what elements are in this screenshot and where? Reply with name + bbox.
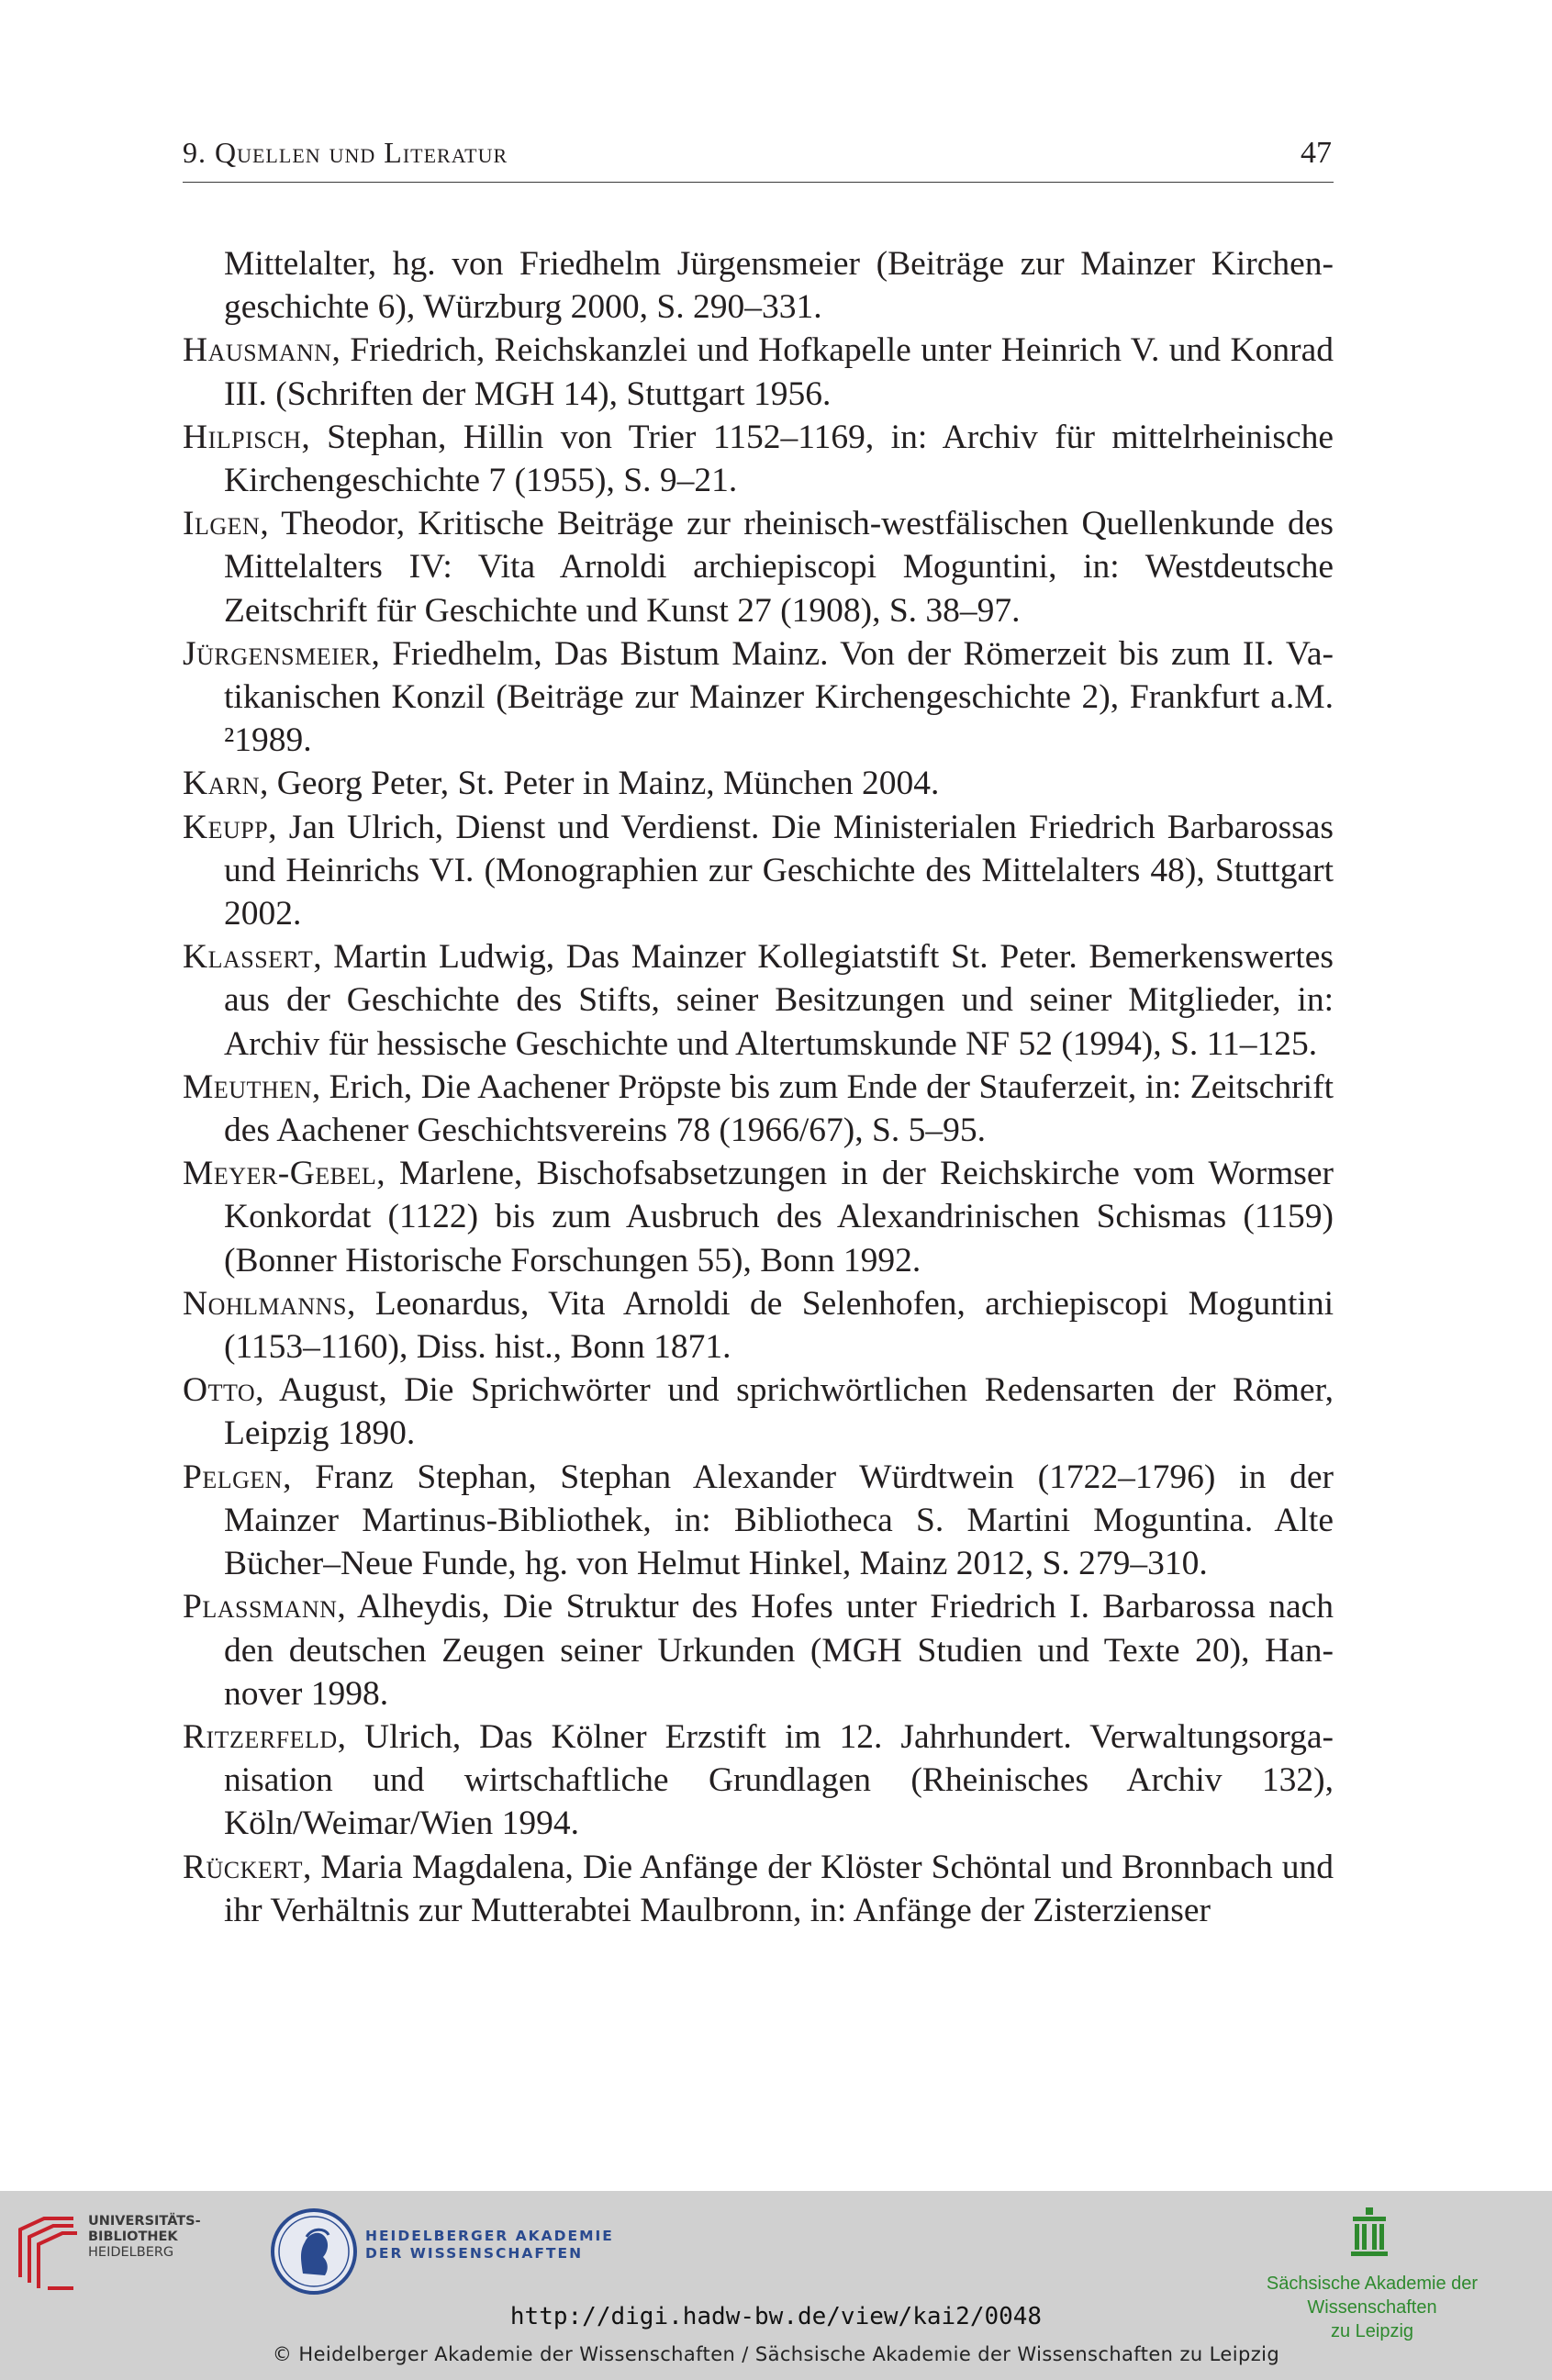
entry-author: Keupp <box>183 808 269 846</box>
permalink-url[interactable]: http://digi.hadw-bw.de/view/kai2/0048 <box>509 2303 1043 2330</box>
bibliography-entry: Hilpisch, Stephan, Hillin von Trier 1152–1169, in: Archiv für mittelrheinische Kirchengeschichte 7 (1955), S. 9–21. <box>183 418 1334 500</box>
bibliography-entry: Nohlmanns, Leonardus, Vita Arnoldi de Selenhofen, archiepiscopi Moguntini (1153–1160), Diss. hist., Bonn 1871. <box>183 1284 1334 1367</box>
page-number: 47 <box>1301 136 1332 170</box>
entry-author: Nohlmanns <box>183 1284 347 1323</box>
university-library-name: UNIVERSITÄTS- BIBLIOTHEK HEIDELBERG <box>88 2214 201 2260</box>
bibliography-list <box>183 242 1334 1932</box>
heidelberg-academy-logo-icon[interactable] <box>268 2206 360 2297</box>
bibliography-entry: Otto, August, Die Sprichwörter und sprichwörtlichen Redensarten der Römer, Leipzig 1890. <box>183 1371 1334 1453</box>
entry-author: Ritzerfeld <box>183 1717 338 1756</box>
copyright-notice: © Heidelberger Akademie der Wissenschaften / Sächsische Akademie der Wissenschaften zu Leipzig <box>272 2343 1280 2365</box>
entry-author: Karn <box>183 765 260 803</box>
bibliography-entry: Hausmann, Friedrich, Reichskanzlei und Hofkapelle unter Heinrich V. und Konrad III. (Schriften der MGH 14), Stuttgart 1956. <box>183 331 1334 413</box>
saxon-academy-logo-icon[interactable] <box>1349 2206 1390 2257</box>
digitization-footer <box>0 2191 1552 2380</box>
entry-author: Jürgensmeier <box>183 634 372 673</box>
entry-author: Klassert <box>183 938 314 977</box>
entry-author: Plassmann <box>183 1588 338 1626</box>
bibliography-entry: Klassert, Martin Ludwig, Das Mainzer Kollegiatstift St. Peter. Bemerkenswertes aus der Geschichte des Stifts, seiner Besitzungen und seiner Mitglieder, in: Archiv für hessische Geschichte und Altertumskunde NF 52 (1994), S. 11–125. <box>183 938 1334 1063</box>
bibliography-entry: Plassmann, Alheydis, Die Struktur des Hofes unter Friedrich I. Barbarossa nach den deutschen Zeugen seiner Urkunden (MGH Studien und Texte 20), Hannover 1998. <box>183 1588 1334 1713</box>
entry-author: Otto <box>183 1371 256 1410</box>
bibliography-entry: Keupp, Jan Ulrich, Dienst und Verdienst. Die Ministerialen Friedrich Barbarossas und Heinrichs VI. (Monographien zur Geschichte des Mittelalters 48), Stuttgart 2002. <box>183 808 1334 933</box>
entry-author: Meyer-Gebel <box>183 1155 377 1193</box>
bibliography-entry: Ritzerfeld, Ulrich, Das Kölner Erzstift im 12. Jahrhundert. Verwaltungsorganisation und wirtschaftliche Grundlagen (Rheinisches Archiv 132), Köln/Weimar/Wien 1994. <box>183 1717 1334 1843</box>
chapter-title: 9. Quellen und Literatur <box>183 136 508 169</box>
entry-author: Hausmann <box>183 331 332 370</box>
entry-author: Ilgen <box>183 505 261 543</box>
bibliography-entry: Pelgen, Franz Stephan, Stephan Alexander Würdtwein (1722–1796) in der Mainzer Martinus-Bibliothek, in: Bibliotheca S. Martini Moguntina. Alte Bücher–Neue Funde, hg. von Helmut Hinkel, Mainz 2012, S. 279–310. <box>183 1458 1334 1583</box>
bibliography-entry: Mittelalter, hg. von Friedhelm Jürgensmeier (Beiträge zur Mainzer Kirchengeschichte 6), Würzburg 2000, S. 290–331. <box>224 245 1334 327</box>
saxon-academy-name: Sächsische Akademie der Wissenschaften zu Leipzig <box>1266 2274 1479 2341</box>
bibliography-entry: Karn, Georg Peter, St. Peter in Mainz, München 2004. <box>183 765 940 803</box>
bibliography-entry: Meuthen, Erich, Die Aachener Pröpste bis zum Ende der Stauferzeit, in: Zeitschrift des Aachener Geschichtsvereins 78 (1966/67), S. 5–95. <box>183 1067 1334 1150</box>
bibliography-entry: Rückert, Maria Magdalena, Die Anfänge der Klöster Schöntal und Bronnbach und ihr Verhältnis zur Mutterabtei Maulbronn, in: Anfänge der Zisterzienser <box>183 1848 1334 1929</box>
entry-author: Meuthen <box>183 1067 312 1106</box>
bibliography-entry: Ilgen, Theodor, Kritische Beiträge zur rheinisch-westfälischen Quellenkunde des Mittelalters IV: Vita Arnoldi archiepiscopi Moguntini, in: Westdeutsche Zeitschrift für Geschichte und Kunst 27 (1908), S. 38–97. <box>183 505 1334 630</box>
entry-author: Pelgen <box>183 1458 284 1496</box>
heidelberg-academy-name: HEIDELBERGER AKADEMIE DER WISSENSCHAFTEN <box>365 2228 614 2262</box>
entry-author: Rückert <box>183 1848 303 1886</box>
running-header <box>183 136 1334 183</box>
entry-author: Hilpisch <box>183 418 302 456</box>
bibliography-entry: Meyer-Gebel, Marlene, Bischofsabsetzungen in der Reichskirche vom Wormser Konkordat (1122) bis zum Ausbruch des Alexandrinischen Schismas (1159) (Bonner Historische Forschungen 55), Bonn 1992. <box>183 1155 1334 1279</box>
bibliography-entry: Jürgensmeier, Friedhelm, Das Bistum Mainz. Von der Römerzeit bis zum II. Vatikanischen Konzil (Beiträge zur Mainzer Kirchengeschichte 2), Frankfurt a.M. ²1989. <box>183 634 1334 760</box>
